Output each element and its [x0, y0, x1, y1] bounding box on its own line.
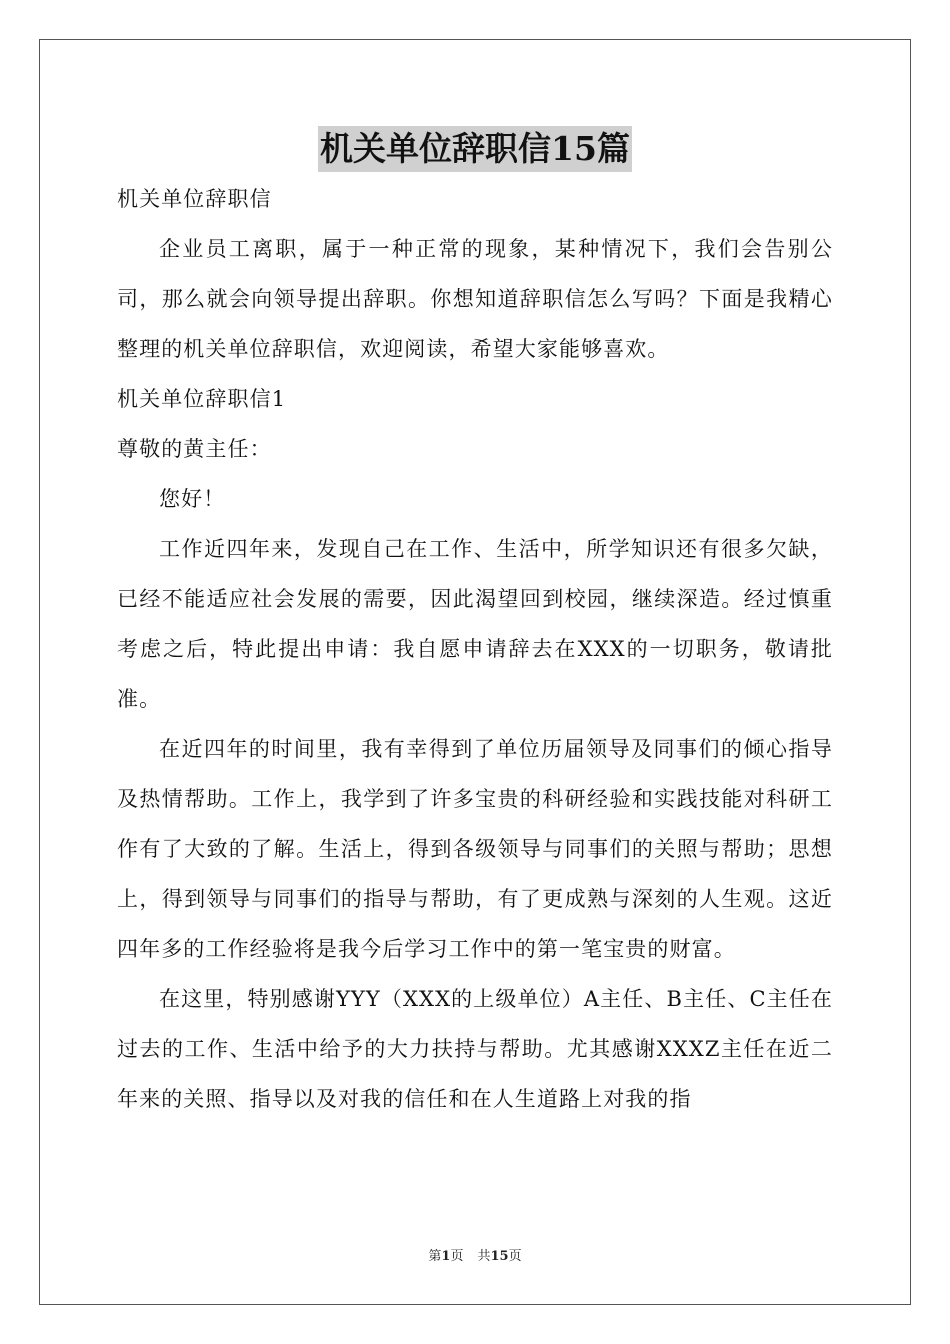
- document-body: [117, 174, 833, 1124]
- document-subtitle: 机关单位辞职信: [117, 187, 272, 211]
- title-container: [0, 126, 950, 172]
- letter-greeting: 您好！: [159, 487, 226, 511]
- total-prefix: 共: [477, 1249, 491, 1264]
- document-title: 机关单位辞职信15篇: [318, 126, 632, 172]
- page-suffix: 页: [450, 1249, 464, 1264]
- body-paragraph-2: 在近四年的时间里，我有幸得到了单位历届领导及同事们的倾心指导及热情帮助。工作上，我学到了许多宝贵的科研经验和实践技能对科研工作有了大致的了解。生活上，得到各级领导与同事们的关照与帮助；思想上，得到领导与同事们的指导与帮助，有了更成熟与深刻的人生观。这近四年多的工作经验将是我今后学习工作中的第一笔宝贵的财富。: [117, 737, 833, 961]
- letter-salutation: 尊敬的黄主任：: [117, 437, 272, 461]
- body-paragraph-1: 工作近四年来，发现自己在工作、生活中，所学知识还有很多欠缺，已经不能适应社会发展的需要，因此渴望回到校园，继续深造。经过慎重考虑之后，特此提出申请：我自愿申请辞去在XXX的一切职务，敬请批准。: [117, 537, 833, 711]
- section-heading: 机关单位辞职信1: [117, 387, 287, 411]
- intro-paragraph: 企业员工离职，属于一种正常的现象，某种情况下，我们会告别公司，那么就会向领导提出辞职。你想知道辞职信怎么写吗？下面是我精心整理的机关单位辞职信，欢迎阅读，希望大家能够喜欢。: [117, 237, 833, 361]
- page-prefix: 第: [428, 1249, 442, 1264]
- page-footer: [0, 1248, 950, 1266]
- current-page-number: 1: [441, 1249, 451, 1264]
- total-page-number: 15: [490, 1249, 509, 1264]
- body-paragraph-3: 在这里，特别感谢YYY（XXX的上级单位）A主任、B主任、C主任在过去的工作、生活中给予的大力扶持与帮助。尤其感谢XXXZ主任在近二年来的关照、指导以及对我的信任和在人生道路上对我的指: [117, 987, 833, 1111]
- total-suffix: 页: [508, 1249, 522, 1264]
